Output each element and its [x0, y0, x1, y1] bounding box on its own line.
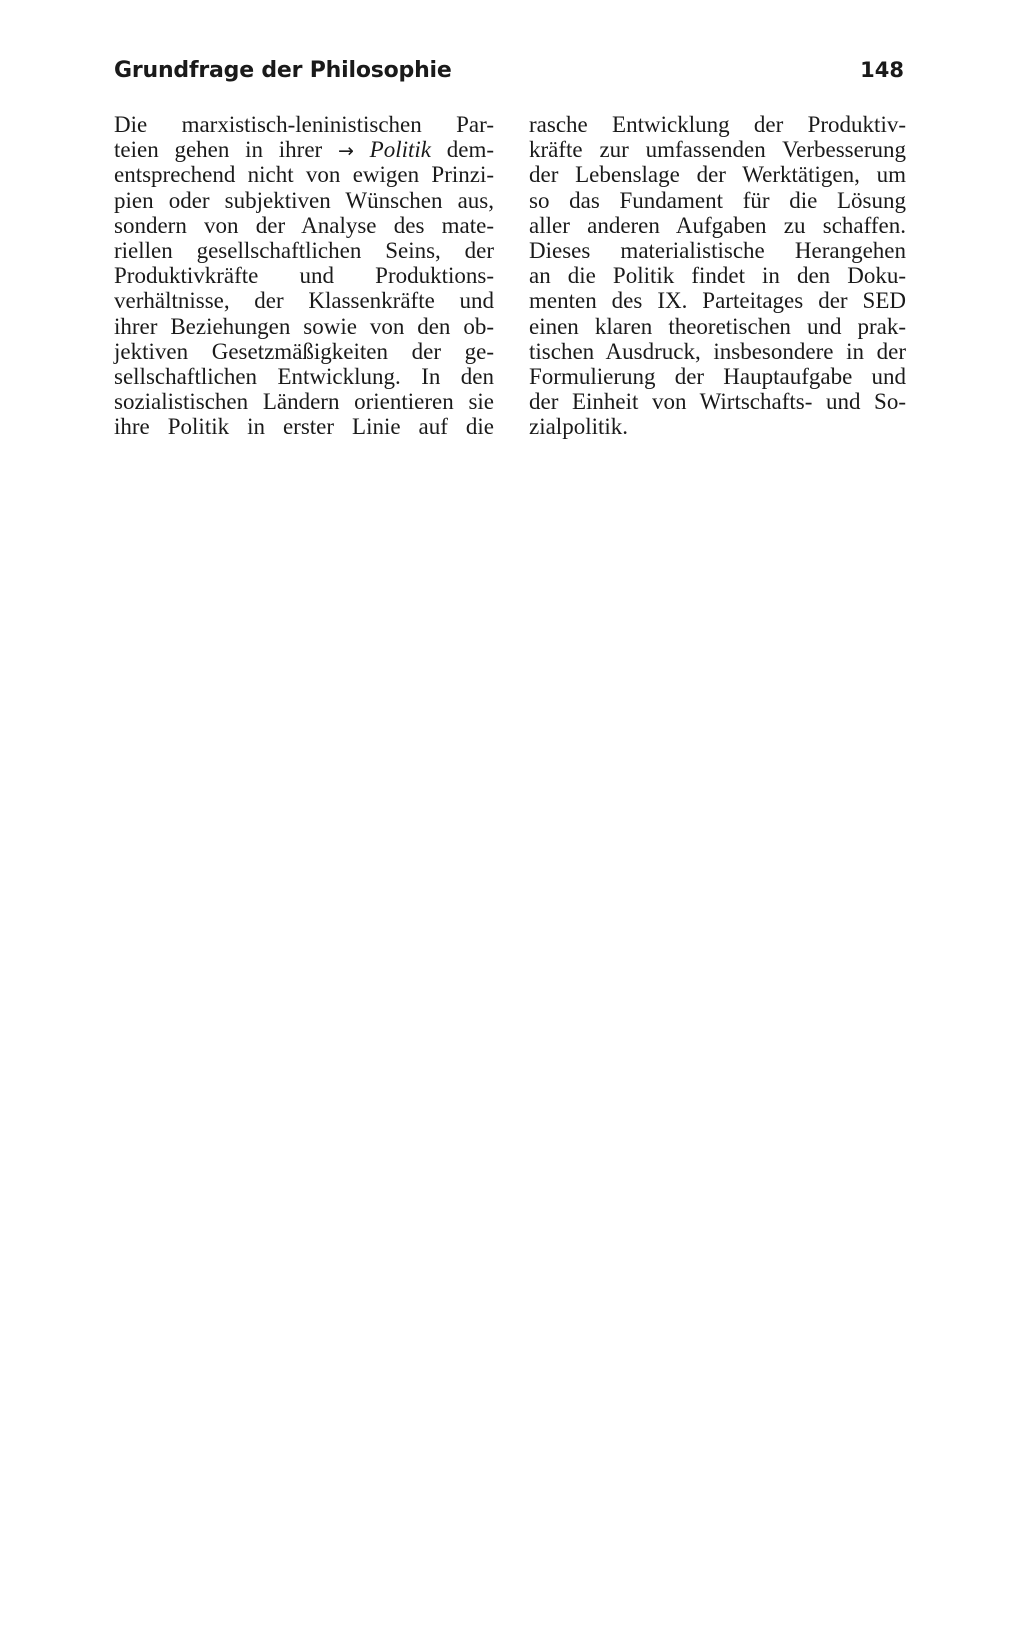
text-fragment: dem-	[446, 137, 495, 163]
text-column-right	[529, 112, 906, 439]
text-column-left	[114, 112, 494, 439]
text-line: der Lebenslage der Werktätigen, um	[529, 162, 906, 188]
text-line: sozialistischen Ländern orientieren sie	[114, 389, 494, 415]
text-line: an die Politik findet in den Doku-	[529, 263, 906, 289]
text-line: rasche Entwicklung der Produktiv-	[529, 112, 906, 137]
running-head: Grundfrage der Philosophie	[114, 58, 452, 83]
text-line: Dieses materialistische Herangehen	[529, 237, 906, 263]
page-header	[114, 58, 904, 92]
text-line: tischen Ausdruck, insbesondere in der	[529, 338, 906, 364]
text-fragment: teien gehen in ihrer	[114, 137, 323, 163]
text-line: sellschaftlichen Entwicklung. In den	[114, 363, 494, 389]
text-line: einen klaren theoretischen und prak-	[529, 313, 906, 339]
page-number: 148	[860, 58, 904, 82]
text-line: zialpolitik.	[529, 414, 629, 440]
text-line: verhältnisse, der Klassenkräfte und	[114, 288, 494, 314]
text-line: entsprechend nicht von ewigen Prinzi-	[114, 162, 494, 188]
text-line: menten des IX. Parteitages der SED	[529, 288, 906, 314]
text-line: aller anderen Aufgaben zu schaffen.	[529, 212, 906, 238]
text-line: Produktivkräfte und Produktions-	[114, 263, 494, 289]
text-line: sondern von der Analyse des mate-	[114, 212, 494, 238]
text-line: ihrer Beziehungen sowie von den ob-	[114, 313, 494, 339]
text-line: kräfte zur umfassenden Verbesserung	[529, 137, 906, 163]
text-line: der Einheit von Wirtschafts- und So-	[529, 389, 906, 415]
text-line: ihre Politik in erster Linie auf die	[114, 414, 494, 440]
text-line: Die marxistisch-leninistischen Par-	[114, 112, 494, 137]
text-line: jektiven Gesetzmäßigkeiten der ge-	[114, 338, 494, 364]
text-line: Formulierung der Hauptaufgabe und	[529, 363, 906, 389]
cross-reference-link-politik[interactable]: Politik	[369, 137, 431, 163]
text-line: so das Fundament für die Lösung	[529, 187, 906, 213]
text-line: riellen gesellschaftlichen Seins, der	[114, 237, 494, 263]
text-line-with-cross-reference	[114, 137, 494, 162]
text-line: pien oder subjektiven Wünschen aus,	[114, 187, 494, 213]
cross-reference-arrow-icon: →	[337, 140, 354, 163]
